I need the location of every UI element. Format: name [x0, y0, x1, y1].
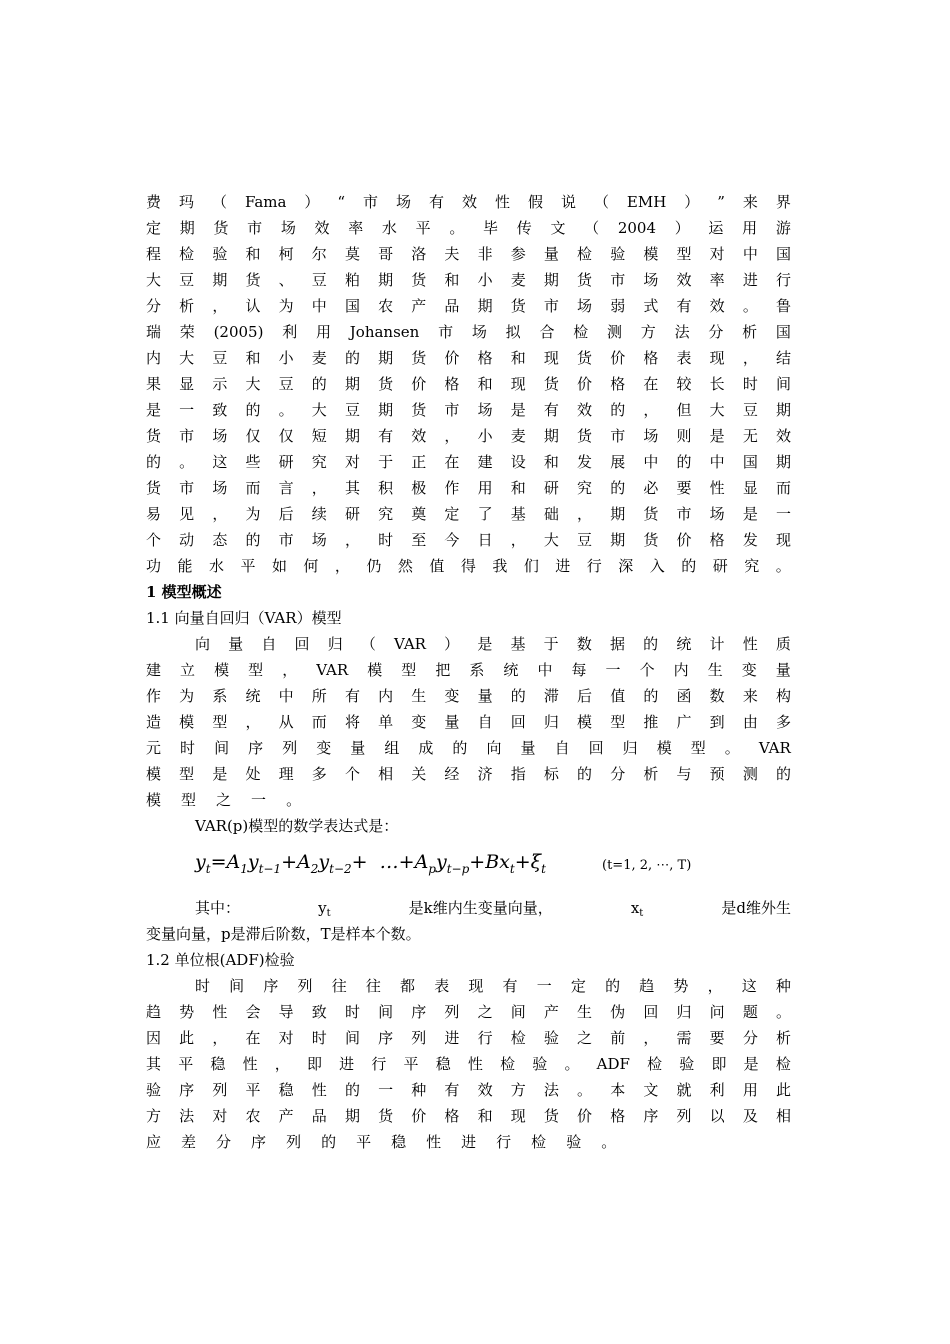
text-line: 趋 势 性 会 导 致 时 间 序 列 之 间 产 生 伪 回 归 问 题 。: [146, 1003, 791, 1021]
text-line: 模 型 是 处 理 多 个 相 关 经 济 指 标 的 分 析 与 预 测 的: [146, 765, 791, 783]
text-line: 模 型 之 一 。: [146, 791, 302, 809]
text-line: 方 法 对 农 产 品 期 货 价 格 和 现 货 价 格 序 列 以 及 相: [146, 1107, 791, 1125]
text-line: 作 为 系 统 中 所 有 内 生 变 量 的 滞 后 值 的 函 数 来 构: [146, 687, 791, 705]
text-line: 内 大 豆 和 小 麦 的 期 货 价 格 和 现 货 价 格 表 现 ， 结: [146, 349, 791, 367]
var-formula: [146, 839, 791, 885]
text-line: 货 市 场 仅 仅 短 期 有 效 ， 小 麦 期 货 市 场 则 是 无 效: [146, 427, 791, 445]
text-line: 造 模 型 ， 从 而 将 单 变 量 自 回 归 模 型 推 广 到 由 多: [146, 713, 791, 731]
text-line: 瑞 荣 (2005) 利 用 Johansen 市 场 拟 合 检 测 方 法 分 析 国: [146, 323, 791, 341]
text-line: 其 平 稳 性 ， 即 进 行 平 稳 性 检 验 。 ADF 检 验 即 是 检: [146, 1055, 791, 1073]
text-line: 向 量 自 回 归 （ VAR ） 是 基 于 数 据 的 统 计 性 质: [195, 635, 791, 653]
text-line: 是 一 致 的 。 大 豆 期 货 市 场 是 有 效 的 ， 但 大 豆 期: [146, 401, 791, 419]
where-label: 其中：: [195, 899, 241, 917]
text-line: 分 析 ， 认 为 中 国 农 产 品 期 货 市 场 弱 式 有 效 。 鲁: [146, 297, 791, 315]
section-1-2-title: [146, 947, 791, 973]
text-line: 应 差 分 序 列 的 平 稳 性 进 行 检 验 。: [146, 1133, 617, 1151]
text-line: 时 间 序 列 往 往 都 表 现 有 一 定 的 趋 势 ， 这 种: [195, 977, 791, 995]
y-variable: $y_t$: [318, 899, 331, 919]
section-1-2-title-text: 1.2 单位根(ADF)检验: [146, 951, 295, 969]
section-1-1-title-text: 1.1 向量自回归（VAR）模型: [146, 609, 342, 627]
formula-range: (t=1, 2, ⋯, T): [602, 858, 692, 873]
text-line: 功 能 水 平 如 何 ， 仍 然 值 得 我 们 进 行 深 入 的 研 究 。: [146, 557, 791, 575]
var-expression-intro: [146, 813, 791, 839]
text-line: 定 期 货 市 场 效 率 水 平 。 毕 传 文 （ 2004 ） 运 用 游: [146, 219, 791, 237]
paragraph-intro: [146, 189, 791, 579]
y-description: 是k维内生变量向量，: [408, 899, 553, 917]
text-line: 大 豆 期 货 、 豆 粕 期 货 和 小 麦 期 货 市 场 效 率 进 行: [146, 271, 791, 289]
text-line: 程 检 验 和 柯 尔 莫 哥 洛 夫 非 参 量 检 验 模 型 对 中 国: [146, 245, 791, 263]
section-1-title-text: 1 模型概述: [146, 583, 222, 601]
x-description: 是d维外生: [721, 899, 791, 917]
text-line: 易 见 ， 为 后 续 研 究 奠 定 了 基 础 ， 期 货 市 场 是 一: [146, 505, 791, 523]
text-line: 的 。 这 些 研 究 对 于 正 在 建 设 和 发 展 中 的 中 国 期: [146, 453, 791, 471]
text-line: 元 时 间 序 列 变 量 组 成 的 向 量 自 回 归 模 型 。 VAR: [146, 739, 791, 757]
where-line-2: [146, 921, 791, 947]
x-variable: $x_t$: [630, 899, 644, 919]
text-line: 果 显 示 大 豆 的 期 货 价 格 和 现 货 价 格 在 较 长 时 间: [146, 375, 791, 393]
text-line: 建 立 模 型 ， VAR 模 型 把 系 统 中 每 一 个 内 生 变 量: [146, 661, 791, 679]
paragraph-adf: [146, 973, 791, 1155]
where-line-1: [146, 895, 791, 921]
text-line: 货 市 场 而 言 ， 其 积 极 作 用 和 研 究 的 必 要 性 显 而: [146, 479, 791, 497]
where-line-2-text: 变量向量，p是滞后阶数，T是样本个数。: [146, 925, 421, 943]
var-formula-expression: $y_t=A_1y_{t-1}+A_2y_{t-2}+$ $\dots+A_py_{t-p}+Bx_t+\xi_t$: [195, 851, 546, 876]
paragraph-var: [146, 631, 791, 813]
var-expression-intro-text: VAR(p)模型的数学表达式是：: [195, 817, 399, 835]
section-1-1-title: [146, 605, 791, 631]
text-line: 费 玛 （ Fama ） “ 市 场 有 效 性 假 说 （ EMH ） ” 来 界: [146, 193, 791, 211]
document-page: [146, 189, 791, 1155]
text-line: 因 此 ， 在 对 时 间 序 列 进 行 检 验 之 前 ， 需 要 分 析: [146, 1029, 791, 1047]
text-line: 验 序 列 平 稳 性 的 一 种 有 效 方 法 。 本 文 就 利 用 此: [146, 1081, 791, 1099]
text-line: 个 动 态 的 市 场 ， 时 至 今 日 ， 大 豆 期 货 价 格 发 现: [146, 531, 791, 549]
section-1-title: [146, 579, 791, 605]
